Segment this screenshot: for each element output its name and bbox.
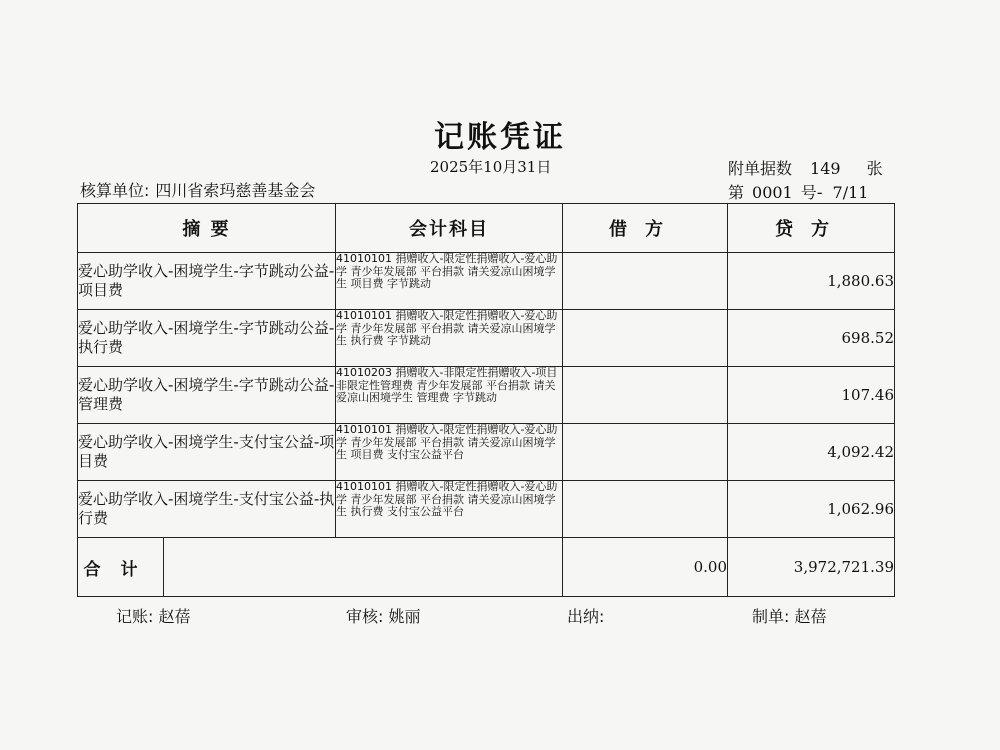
row-summary: 爱心助学收入-困境学生-支付宝公益-执行费 — [78, 481, 336, 538]
total-row — [78, 538, 895, 597]
table-row — [78, 253, 895, 310]
row-summary: 爱心助学收入-困境学生-支付宝公益-项目费 — [78, 424, 336, 481]
voucher-table — [77, 203, 895, 597]
header-debit: 借方 — [563, 204, 728, 253]
voucher-suffix: 号- — [800, 183, 823, 202]
row-summary: 爱心助学收入-困境学生-字节跳动公益-执行费 — [78, 310, 336, 367]
row-account: 41010101 捐赠收入-限定性捐赠收入-爱心助学 青少年发展部 平台捐款 请关爱凉山困境学生 执行费 支付宝公益平台 — [336, 481, 563, 538]
table-row — [78, 481, 895, 538]
row-account: 41010101 捐赠收入-限定性捐赠收入-爱心助学 青少年发展部 平台捐款 请关爱凉山困境学生 执行费 字节跳动 — [336, 310, 563, 367]
attachment-count — [728, 156, 883, 179]
total-label: 合计 — [78, 538, 164, 597]
accounting-unit — [80, 178, 315, 201]
row-account: 41010101 捐赠收入-限定性捐赠收入-爱心助学 青少年发展部 平台捐款 请关爱凉山困境学生 项目费 字节跳动 — [336, 253, 563, 310]
header-summary: 摘 要 — [78, 204, 336, 253]
row-credit: 107.46 — [728, 367, 895, 424]
voucher-number — [728, 180, 868, 203]
voucher-no: 0001 — [752, 183, 793, 202]
accounting-unit-name: 四川省索玛慈善基金会 — [155, 181, 316, 200]
table-row — [78, 310, 895, 367]
row-credit: 4,092.42 — [728, 424, 895, 481]
total-blank — [164, 538, 563, 597]
total-debit: 0.00 — [563, 538, 728, 597]
voucher-prefix: 第 — [728, 183, 745, 202]
bookkeeper-signature: 记账: 赵蓓 — [116, 607, 191, 626]
preparer-signature: 制单: 赵蓓 — [752, 607, 827, 626]
cashier-signature: 出纳: — [567, 607, 605, 626]
reviewer-signature: 审核: 姚丽 — [346, 607, 421, 626]
row-debit — [563, 253, 728, 310]
accounting-unit-label: 核算单位: — [80, 181, 150, 200]
row-credit: 698.52 — [728, 310, 895, 367]
table-row — [78, 367, 895, 424]
row-debit — [563, 424, 728, 481]
header-credit: 贷方 — [728, 204, 895, 253]
total-credit: 3,972,721.39 — [728, 538, 895, 597]
row-account: 41010101 捐赠收入-限定性捐赠收入-爱心助学 青少年发展部 平台捐款 请关爱凉山困境学生 项目费 支付宝公益平台 — [336, 424, 563, 481]
voucher-date: 2025年10月31日 — [430, 158, 552, 176]
table-row — [78, 424, 895, 481]
table-header-row — [78, 204, 895, 253]
voucher-page: 7/11 — [832, 183, 869, 202]
row-debit — [563, 481, 728, 538]
row-summary: 爱心助学收入-困境学生-字节跳动公益-项目费 — [78, 253, 336, 310]
row-credit: 1,062.96 — [728, 481, 895, 538]
attachment-number: 149 — [810, 159, 841, 178]
voucher-title: 记账凭证 — [434, 120, 566, 155]
row-debit — [563, 310, 728, 367]
attachment-unit: 张 — [866, 159, 883, 178]
row-credit: 1,880.63 — [728, 253, 895, 310]
header-account: 会计科目 — [336, 204, 563, 253]
row-summary: 爱心助学收入-困境学生-字节跳动公益-管理费 — [78, 367, 336, 424]
row-account: 41010203 捐赠收入-非限定性捐赠收入-项目非限定性管理费 青少年发展部 平台捐款 请关爱凉山困境学生 管理费 字节跳动 — [336, 367, 563, 424]
attachment-label: 附单据数 — [728, 159, 793, 178]
row-debit — [563, 367, 728, 424]
